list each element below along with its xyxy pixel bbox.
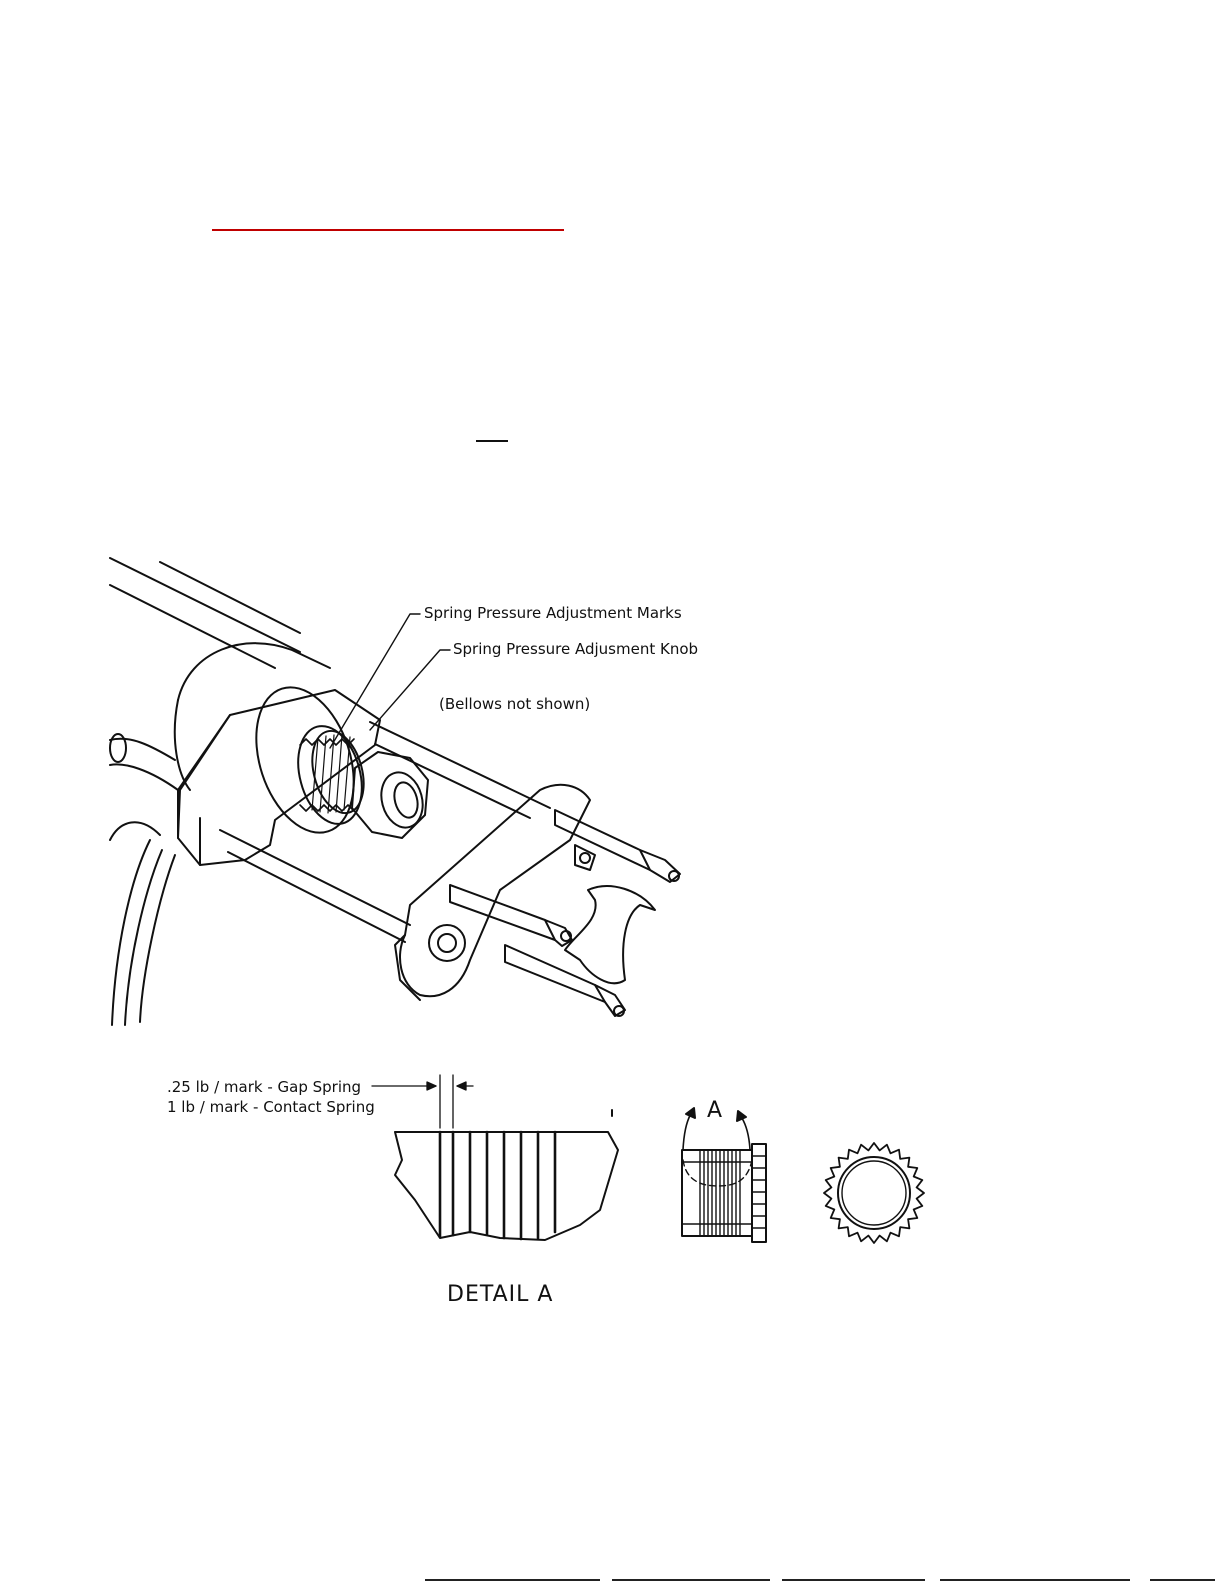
callout-adjustment-marks: Spring Pressure Adjustment Marks: [424, 604, 682, 622]
detail-a-flat-view: [395, 1110, 618, 1240]
view-letter-a: A: [707, 1098, 723, 1123]
callout-adjustment-knob: Spring Pressure Adjusment Knob: [453, 640, 699, 658]
spring-pressure-knob: [288, 719, 372, 831]
bellows-note: (Bellows not shown): [439, 695, 591, 713]
detail-title: DETAIL A: [447, 1282, 554, 1307]
mark-spacing-dimension: [372, 1075, 473, 1128]
main-tube: [110, 558, 300, 668]
callout-leaders: [330, 614, 450, 748]
contact-spring-label: 1 lb / mark - Contact Spring: [167, 1098, 375, 1116]
gap-spring-label: .25 lb / mark - Gap Spring: [167, 1078, 362, 1096]
detail-a-end-view: [824, 1143, 924, 1243]
detail-a-side-view: [682, 1108, 766, 1242]
standoff-pins: [450, 810, 680, 1016]
cable-lead: [110, 739, 178, 1025]
